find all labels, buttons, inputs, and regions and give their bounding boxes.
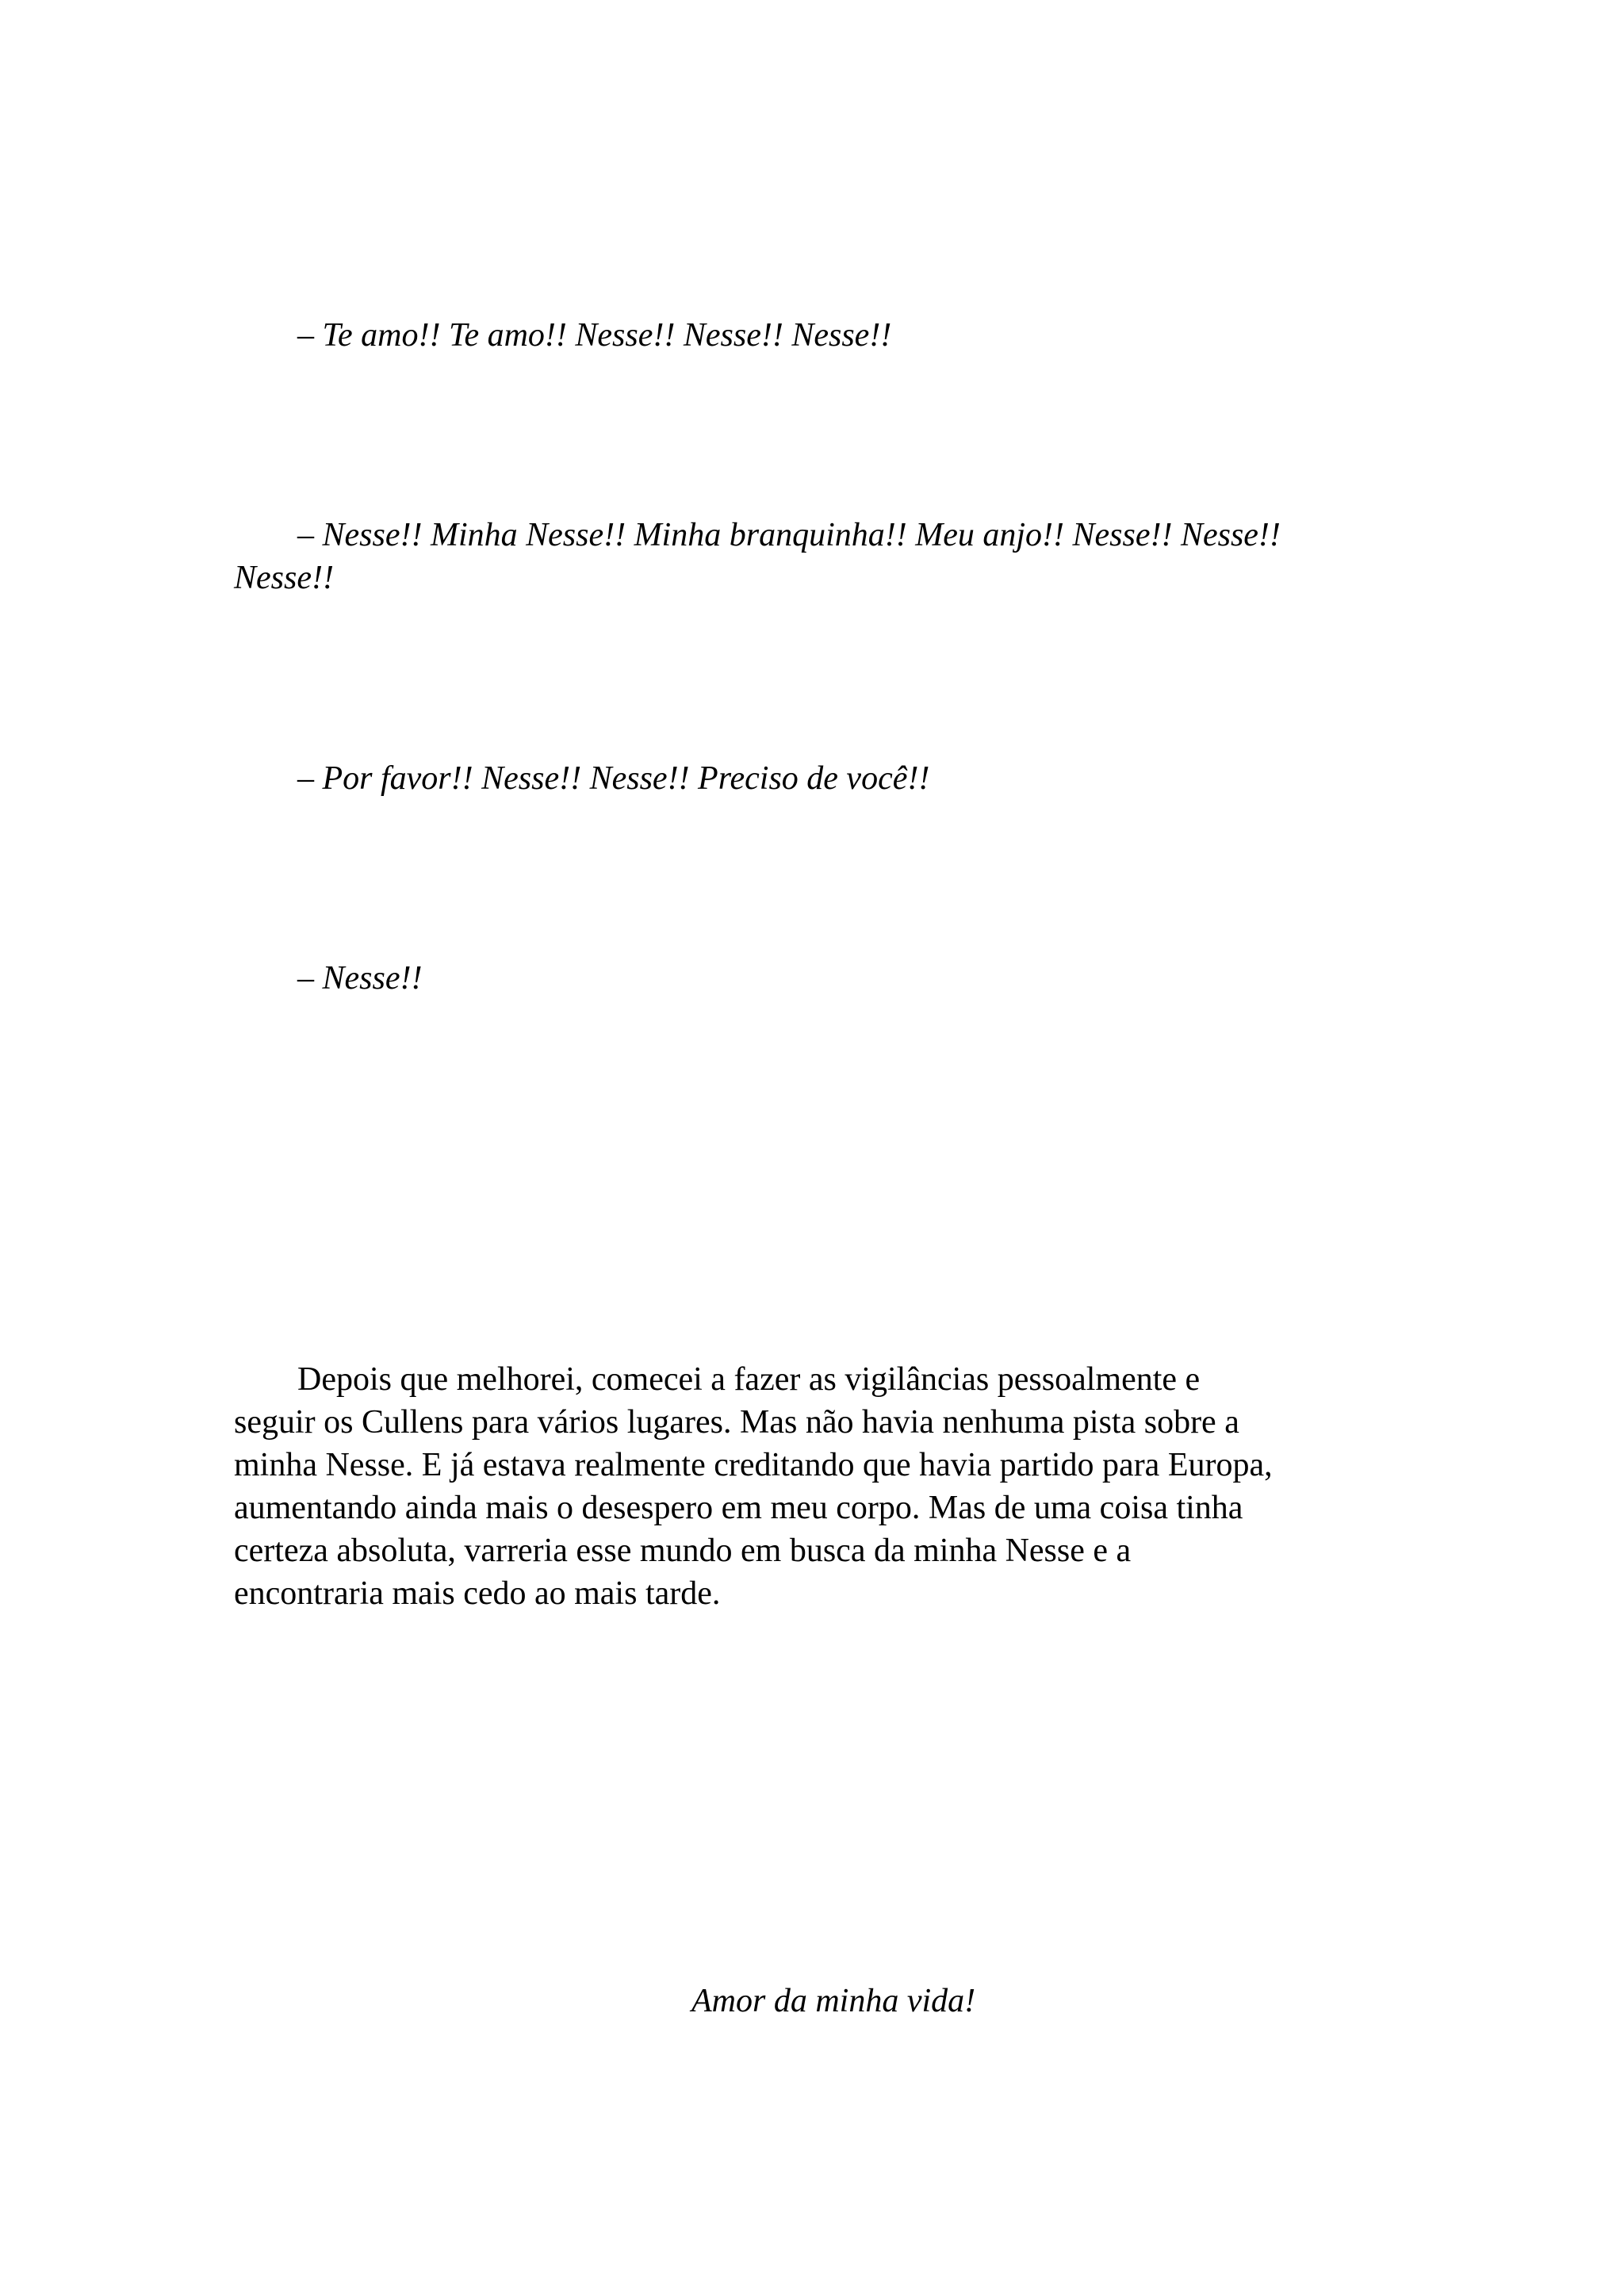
paragraph-line-3: minha Nesse. E já estava realmente creditando que havia partido para Europa, — [234, 1447, 1273, 1483]
dialogue-4-line-1: – Nesse!! — [297, 960, 423, 997]
paragraph-line-1: Depois que melhorei, comecei a fazer as vigilâncias pessoalmente e — [297, 1361, 1201, 1398]
dialogue-line-4 — [234, 957, 1408, 1000]
paragraph-line-6: encontraria mais cedo ao mais tarde. — [234, 1575, 721, 1612]
dialogue-2-line-1: – Nesse!! Minha Nesse!! Minha branquinha!! Meu anjo!! Nesse!! Nesse!! — [297, 517, 1281, 553]
dialogue-3-line-1: – Por favor!! Nesse!! Nesse!! Preciso de você!! — [297, 760, 930, 797]
paragraph-line-5: certeza absoluta, varreria esse mundo em busca da minha Nesse e a — [234, 1533, 1132, 1569]
dialogue-line-1 — [234, 314, 1408, 357]
dialogue-line-2 — [234, 514, 1408, 599]
chapter-title: Amor da minha vida! — [691, 1983, 976, 2019]
dialogue-line-3 — [234, 757, 1408, 800]
paragraph-line-4: aumentando ainda mais o desespero em meu corpo. Mas de uma coisa tinha — [234, 1490, 1243, 1526]
dialogue-2-line-2: Nesse!! — [234, 560, 334, 596]
narrative-paragraph — [234, 1358, 1408, 1615]
paragraph-line-2: seguir os Cullens para vários lugares. Mas não havia nenhuma pista sobre a — [234, 1404, 1239, 1441]
dialogue-1-line-1: – Te amo!! Te amo!! Nesse!! Nesse!! Nesse!! — [297, 317, 892, 354]
